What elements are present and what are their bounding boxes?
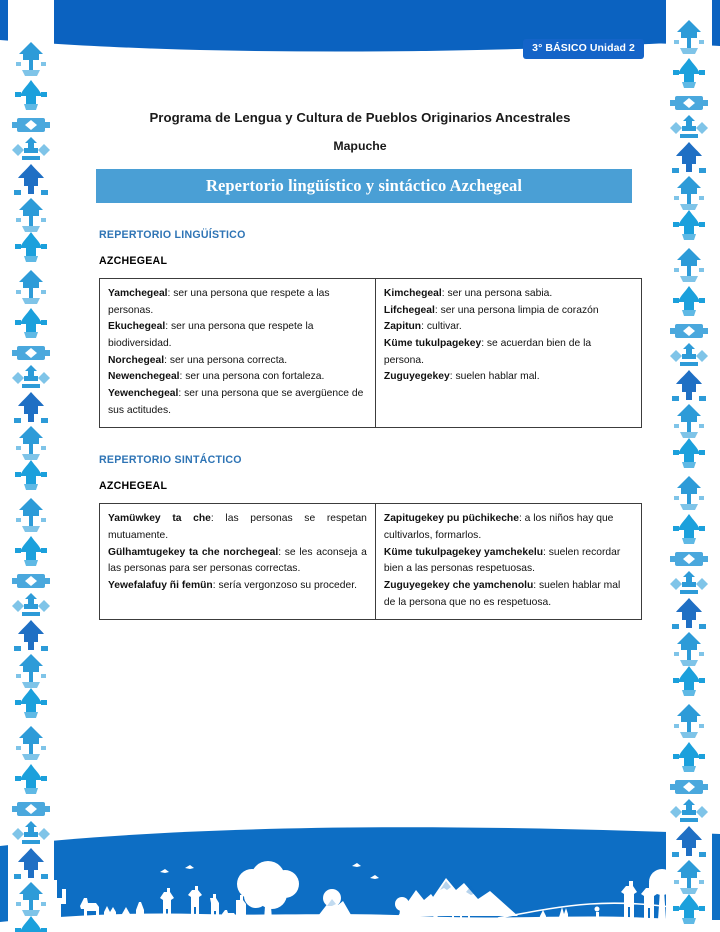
vocab-definition: : se les aconseja a las personas para ser personas correctas. xyxy=(108,546,367,575)
vocab-term: Yamüwkey ta che xyxy=(108,513,211,525)
vocab-entry xyxy=(108,319,367,352)
mapuche-nimin-pattern-right-icon xyxy=(666,0,712,932)
vocab-entry xyxy=(384,511,633,544)
vocab-definition: : suelen hablar mal. xyxy=(449,371,540,383)
section-subheading-azchegeal-2: AZCHEGEAL xyxy=(99,480,168,493)
people-name: Mapuche xyxy=(333,139,387,153)
document-title-bar: Repertorio lingüístico y sintáctico Azchegeal xyxy=(96,169,632,203)
vocab-definition: : suelen hablar mal de la persona que no es respetuosa. xyxy=(383,580,621,608)
vocab-definition: : ser una persona correcta. xyxy=(164,354,288,366)
vocab-term: Yewefalafuy ñi femün xyxy=(108,580,213,592)
table-cell-left xyxy=(100,279,376,427)
repertorio-sintactico-table xyxy=(99,503,642,620)
vocab-entry xyxy=(108,353,367,370)
vocab-entry xyxy=(384,286,633,303)
mapuche-nimin-pattern-left-icon xyxy=(8,0,54,932)
section-subheading-azchegeal-1: AZCHEGEAL xyxy=(99,255,168,267)
vocab-entry xyxy=(108,511,367,544)
vocab-entry xyxy=(108,286,367,319)
vocab-definition: : ser una persona que respete la biodiversidad. xyxy=(108,321,314,350)
vocab-term: Zapitugekey pu püchikeche xyxy=(383,513,519,525)
vocab-definition: : ser una persona con fortaleza. xyxy=(179,371,325,383)
vocab-definition: : a los niños hay que cultivarlos, formarlos. xyxy=(383,513,614,542)
vocab-entry xyxy=(108,386,367,419)
vocab-definition: : cultivar. xyxy=(421,321,462,333)
vocab-entry xyxy=(108,578,367,595)
page-title: Programa de Lengua y Cultura de Pueblos Originarios Ancestrales xyxy=(149,110,571,125)
vocab-term: Yamchegeal xyxy=(108,288,168,299)
vocab-term: Newenchegeal xyxy=(108,371,180,383)
document-content xyxy=(66,0,654,620)
vocab-entry xyxy=(108,369,367,386)
vocab-term: Lifchegeal xyxy=(383,304,435,316)
vocab-term: Zuguyegekey xyxy=(383,371,450,383)
vocab-definition: : las personas se respetan mutuamente. xyxy=(108,513,367,542)
vocab-term: Zapitun xyxy=(383,321,422,333)
vocab-entry xyxy=(384,578,633,611)
vocab-entry xyxy=(384,303,633,320)
vocab-term: Zuguyegekey che yamchenolu xyxy=(383,580,534,592)
vocab-term: Küme tukulpagekey yamchekelu xyxy=(383,546,544,558)
vocab-definition: : suelen recordar bien a las personas respetuosas. xyxy=(383,546,621,575)
vocab-definition: : ser una persona limpia de corazón xyxy=(434,304,599,316)
vocab-definition: : sería vergonzoso su proceder. xyxy=(212,580,357,592)
vocab-entry xyxy=(384,369,633,386)
andean-landscape-silhouette-icon xyxy=(0,820,720,932)
unit-badge: 3° BÁSICO Unidad 2 xyxy=(523,39,644,59)
vocab-term: Kimchegeal xyxy=(383,288,442,299)
table-cell-right xyxy=(376,279,641,427)
vocab-definition: : ser una persona que se avergüence de sus actitudes. xyxy=(108,388,364,416)
vocab-definition: : ser una persona que respete a las personas. xyxy=(108,288,330,316)
vocab-entry xyxy=(384,319,633,336)
vocab-term: Ekuchegeal xyxy=(108,321,166,333)
section-heading-sintactico: REPERTORIO SINTÁCTICO xyxy=(99,454,242,467)
vocab-entry xyxy=(384,545,633,578)
table-cell-right xyxy=(376,504,641,619)
vocab-term: Gülhamtugekey ta che norchegeal xyxy=(108,546,279,558)
vocab-definition: : se acuerdan bien de la persona. xyxy=(383,338,592,366)
vocab-term: Norchegeal xyxy=(108,354,165,366)
vocab-entry xyxy=(108,545,367,578)
vocab-term: Yewenchegeal xyxy=(108,388,179,400)
section-heading-linguistico: REPERTORIO LINGÜÍSTICO xyxy=(99,229,246,241)
vocab-term: Küme tukulpagekey xyxy=(383,338,482,350)
vocab-definition: : ser una persona sabia. xyxy=(441,288,553,299)
repertorio-linguistico-table xyxy=(99,278,642,428)
table-cell-left xyxy=(100,504,376,619)
vocab-entry xyxy=(384,336,633,369)
